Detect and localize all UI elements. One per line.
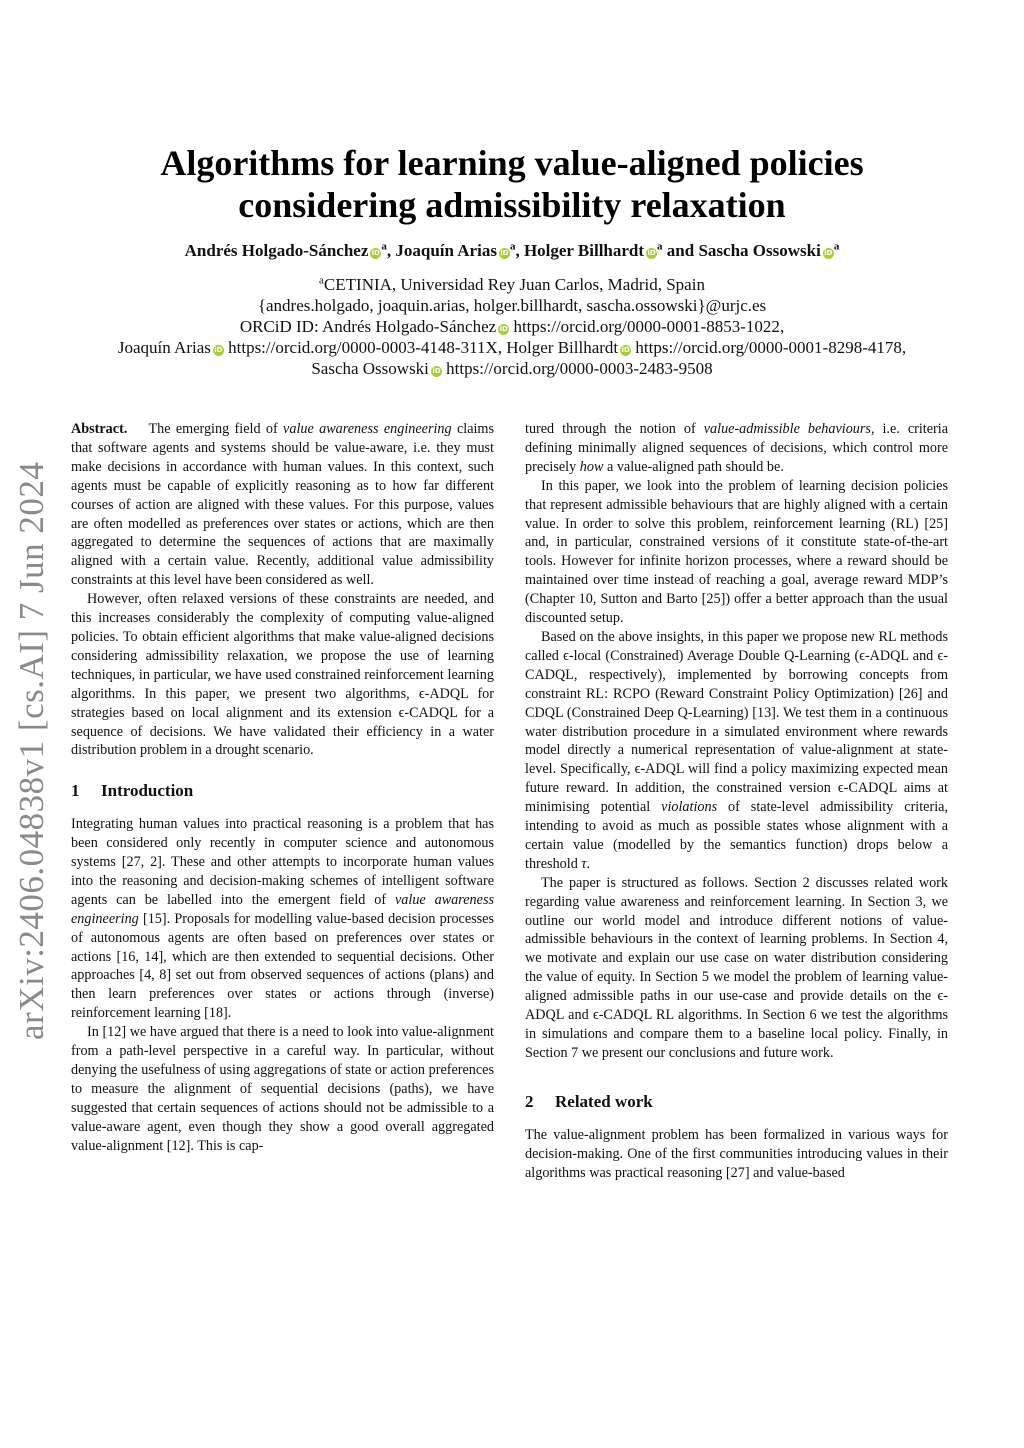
section-heading-introduction (71, 782, 494, 801)
orcid-author-name: Joaquín Arias (117, 338, 211, 357)
title-line-2: considering admissibility relaxation (238, 185, 786, 225)
orcid-author-name: Holger Billhardt (506, 338, 619, 357)
orcid-icon[interactable]: iD (214, 346, 223, 354)
orcid-link[interactable]: https://orcid.org/0000-0003-2483-9508 (446, 359, 713, 378)
section-title: Introduction (101, 781, 194, 801)
orcid-icon[interactable]: iD (500, 249, 509, 257)
intro-paragraph-5: The paper is structured as follows. Section 2 discusses related work regarding value awareness and reinforcement learning. In Section 3, we outline our world model and introduce different notions of value-admissible behaviours in the context of learning problems. In Section 4, we motivate and explain our use case on water distribution considering the value of equity. In Section 5 we model the problem of learning value-aligned admissible paths in our use-case and provide details on the ϵ-ADQL and ϵ-CADQL RL algorithms. In Section 6 we test the algorithms in simulations and compare them to a baseline local policy. Finally, in Section 7 we present our conclusions and future work. (525, 874, 948, 1061)
author-name: Joaquín Arias (395, 241, 497, 260)
intro-paragraph-2: In [12] we have argued that there is a need to look into value-alignment from a path-level perspective in a careful way. In particular, without denying the usefulness of using aggregations of state or action preferences to measure the alignment of sequential decisions (paths), we have suggested that certain sequences of actions should not be admissible to a value-aware agent, even though they show a good overall aggregated value-alignment [12]. This is cap- (71, 1024, 494, 1154)
right-column (525, 420, 948, 1182)
author-name: Sascha Ossowski (698, 241, 821, 260)
institution: CETINIA, Universidad Rey Juan Carlos, Madrid, Spain (323, 275, 705, 294)
abstract-label: Abstract. (71, 421, 128, 437)
intro-paragraph-4: Based on the above insights, in this paper we propose new RL methods called ϵ-local (Constrained) Average Double Q-Learning (ϵ-ADQL and ϵ-CADQL, respectively), implemented by borrowing concepts from constraint RL: RCPO (Reward Constraint Policy Optimization) [26] and CDQL (Constrained Deep Q-Learning) [13]. We test them in a continuous water distribution procedure in a simulated environment where rewards model directly a numerical representation of value-alignment at state-level. Specifically, ϵ-ADQL will find a policy maximizing expected mean future reward. In addition, the constrained version ϵ-CADQL aims at minimising potential violations of state-level admissibility criteria, intending to avoid as much as possible states whose alignment with a certain value (modelled by the semantics function) drops below a threshold τ. (525, 628, 948, 872)
paper-header (60, 142, 964, 379)
orcid-author-name: Andrés Holgado-Sánchez (322, 317, 497, 336)
orcid-icon[interactable]: iD (432, 367, 441, 375)
section-number: 1 (71, 781, 80, 801)
author-affiliation-mark: a (381, 240, 387, 253)
author-list (60, 240, 964, 262)
orcid-line-1: ORCiD ID: Andrés Holgado-Sánchez iD https://orcid.org/0000-0001-8853-1022, (239, 317, 785, 336)
email-line: {andres.holgado, joaquin.arias, holger.billhardt, sascha.ossowski}@urjc.es (257, 296, 767, 315)
author-separator: , (515, 241, 524, 260)
author-separator: and (662, 241, 699, 260)
orcid-icon[interactable]: iD (824, 249, 833, 257)
section-number: 2 (525, 1091, 534, 1111)
left-column (71, 420, 494, 1156)
orcid-author-name: Sascha Ossowski (311, 359, 429, 378)
author-affiliation-mark: a (657, 240, 663, 253)
author-affiliation-mark: a (509, 240, 516, 253)
orcid-line-3 (60, 358, 964, 379)
institution-line (60, 274, 964, 295)
orcid-icon[interactable]: iD (371, 249, 380, 257)
orcid-link[interactable]: https://orcid.org/0000-0001-8298-4178 (635, 338, 902, 357)
author-affiliation-mark: a (833, 240, 840, 253)
author-separator: , (386, 241, 396, 260)
intro-paragraph-2-continued: tured through the notion of value-admissible behaviours, i.e. criteria defining minimally aligned sequences of decisions, which control more precisely how a value-aligned path should be. (525, 421, 948, 475)
title-line-1: Algorithms for learning value-aligned policies (160, 143, 864, 183)
author-name: Holger Billhardt (523, 241, 645, 260)
paper-title (60, 142, 964, 226)
orcid-icon[interactable]: iD (621, 346, 630, 354)
abstract-paragraph-1: Abstract. The emerging field of value awareness engineering claims that software agents and systems should be value-aware, i.e. they must make decisions in accordance with human values. In this context, such agents must be capable of explicitly reasoning as to how far different courses of action are aligned with these values. For this purpose, values are often modelled as preferences over states or actions, which are then aggregated to determine the sequences of actions that are maximally aligned with a certain value. Recently, additional value admissibility constraints at this level have been considered as well. (71, 421, 494, 589)
arxiv-identifier-stamp: arXiv:2406.04838v1 [cs.AI] 7 Jun 2024 (12, 461, 51, 1040)
section-title: Related work (555, 1091, 653, 1111)
abstract-paragraph-2: However, often relaxed versions of these constraints are needed, and this increases considerably the complexity of computing value-aligned policies. To obtain efficient algorithms that make value-aligned decisions considering admissibility relaxation, we propose the use of learning techniques, in particular, we have used constrained reinforcement learning algorithms. In this paper, we present two algorithms, ϵ-ADQL for strategies based on local alignment and its extension ϵ-CADQL for a sequence of decisions. We have validated their efficiency in a water distribution problem in a drought scenario. (71, 591, 494, 759)
orcid-link[interactable]: https://orcid.org/0000-0001-8853-1022 (513, 317, 780, 336)
affiliation-block (60, 274, 964, 379)
affiliation-mark: a (319, 274, 324, 287)
section-heading-related-work (525, 1093, 948, 1112)
intro-paragraph-3: In this paper, we look into the problem of learning decision policies that represent admissible behaviours that are highly aligned with a certain value. In order to solve this problem, reinforcement learning (RL) [25] and, in particular, constrained versions of it constitute state-of-the-art tools. However for infinite horizon processes, where a reward should be maintained over time instead of reaching a goal, average reward MDP’s (Chapter 10, Sutton and Barto [25]) offer a better approach than the usual discounted setup. (525, 477, 948, 627)
orcid-prefix: ORCiD ID: (239, 317, 322, 336)
author-name: Andrés Holgado-Sánchez (184, 241, 369, 260)
orcid-link[interactable]: https://orcid.org/0000-0003-4148-311X (228, 338, 498, 357)
related-paragraph-1: The value-alignment problem has been formalized in various ways for decision-making. One of the first communities introducing values in their algorithms was practical reasoning [27] and value-based (525, 1126, 948, 1181)
intro-paragraph-1: Integrating human values into practical reasoning is a problem that has been considered only recently in computer science and autonomous systems [27, 2]. These and other attempts to incorporate human values into the reasoning and decision-making schemes of intelligent software agents can be labelled into the emergent field of value awareness engineering [15]. Proposals for modelling value-based decision processes of autonomous agents are often based on preferences over states or actions [16, 14], which are then extended to sequential decisions. Other approaches [4, 8] set out from observed sequences of actions (plans) and then learn preferences over states or actions through (inverse) reinforcement learning [18]. (71, 816, 494, 1022)
orcid-icon[interactable]: iD (499, 325, 508, 333)
orcid-line-2: Joaquín Arias iD https://orcid.org/0000-0003-4148-311X, Holger Billhardt iD https://orcid.org/0000-0001-8298-4178, (117, 338, 907, 357)
orcid-icon[interactable]: iD (647, 249, 656, 257)
